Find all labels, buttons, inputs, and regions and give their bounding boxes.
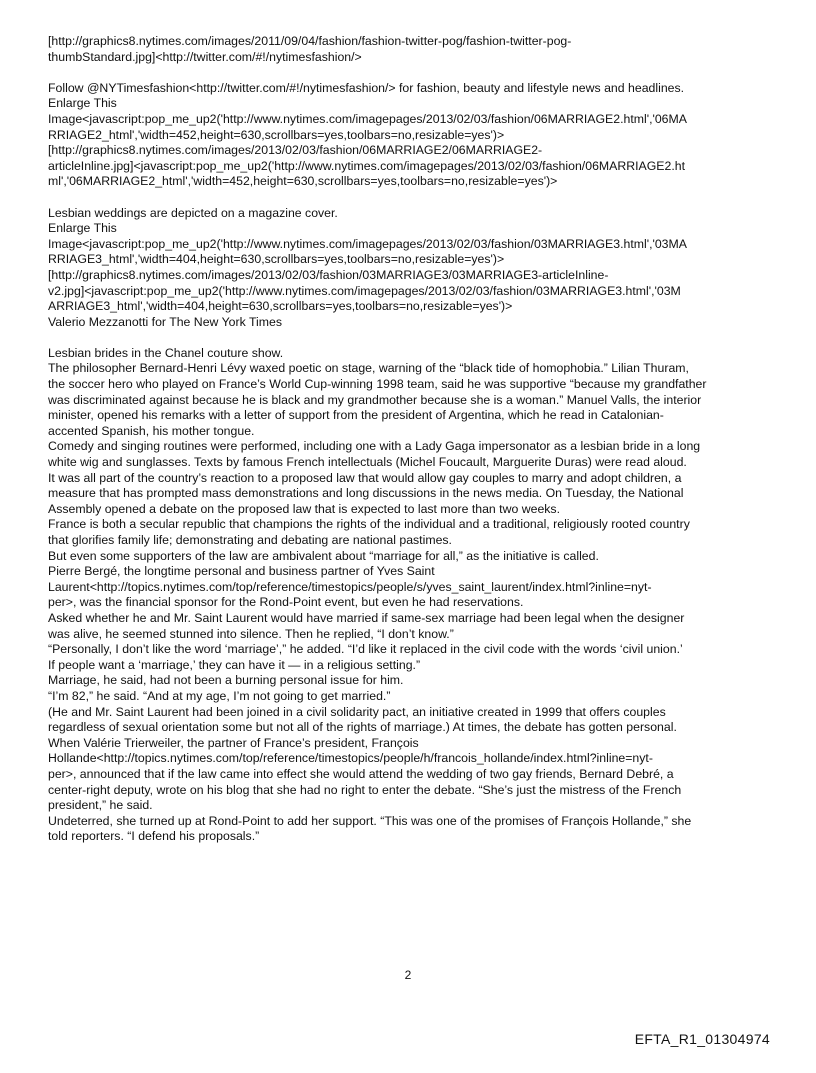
paragraph-twitter-image-link: [http://graphics8.nytimes.com/images/2011/09/04/fashion/fashion-twitter-pog/fashion-twitter-pog- thumbStandard.jpg]<http://twitter.com/#!/nytimesfashion/> bbox=[48, 34, 572, 64]
paragraph-gap bbox=[48, 190, 778, 206]
paragraph-article-body: Lesbian brides in the Chanel couture show. The philosopher Bernard-Henri Lévy waxed poetic on stage, warning of the “black tide of homophobia.” Lilian Thuram, the soccer hero who played on France’s World Cup-winning 1998 team, said he was supportive “because my grandfather was discriminated against because he is black and my grandmother because she is a woman.” Manuel Valls, the interior minister, opened his remarks with a letter of support from the president of Argentina, which he read in Catalonian- accented Spanish, his mother tongue. Comedy and singing routines were performed, including one with a Lady Gaga impersonator as a lesbian bride in a long white wig and sunglasses. Texts by famous French intellectuals (Michel Foucault, Marguerite Duras) were read aloud. It was all part of the country’s reaction to a proposed law that would allow gay couples to marry and adopt children, a measure that has prompted mass demonstrations and long discussions in the news media. On Tuesday, the National Assembly opened a debate on the proposed law that is expected to last more than two weeks. France is both a secular republic that champions the rights of the individual and a traditional, religiously rooted country that glorifies family life; demonstrating and debating are national pastimes. But even some supporters of the law are ambivalent about “marriage for all,” as the initiative is called. Pierre Bergé, the longtime personal and business partner of Yves Saint Laurent<http://topics.nytimes.com/top/reference/timestopics/people/s/yves_saint_laurent/index.html?inline=nyt- per>, was the financial sponsor for the Rond-Point event, but even he had reservations. Asked whether he and Mr. Saint Laurent would have married if same-sex marriage had been legal when the designer was alive, he seemed stunned into silence. Then he replied, “I don’t know.” “Personally, I don’t like the word ‘marriage’,” he added. “I’d like it replaced in the civil code with the words ‘civil union.’ If people want a ‘marriage,’ they can have it — in a religious setting.” Marriage, he said, had not been a burning personal issue for him. “I’m 82,” he said. “And at my age, I’m not going to get married.” (He and Mr. Saint Laurent had been joined in a civil solidarity pact, an initiative created in 1999 that offers couples regardless of sexual orientation some but not all of the rights of marriage.) At times, the debate has gotten personal. When Valérie Trierweiler, the partner of France’s president, François Hollande<http://topics.nytimes.com/top/reference/timestopics/people/h/francois_hollande/index.html?inline=nyt- per>, announced that if the law came into effect she would attend the wedding of two gay friends, Bernard Debré, a center-right deputy, wrote on his blog that she had no right to enter the debate. “She’s just the mistress of the French president,” he said. Undeterred, she turned up at Rond-Point to add her support. “This was one of the promises of François Hollande,” she told reporters. “I defend his proposals.” bbox=[48, 345, 707, 844]
document-body bbox=[48, 34, 778, 845]
page-number: 2 bbox=[404, 968, 412, 982]
paragraph-caption-and-image-3: Lesbian weddings are depicted on a magazine cover. Enlarge This Image<javascript:pop_me_up2('http://www.nytimes.com/imagepages/2013/02/03/fashion/03MARRIAGE3.html','03MA RRIAGE3_html','width=404,height=630,scrollbars=yes,toolbars=no,resizable=yes')> [http://graphics8.nytimes.com/images/2013/02/03/fashion/03MARRIAGE3/03MARRIAGE3-articleInline- v2.jpg]<javascript:pop_me_up2('http://www.nytimes.com/imagepages/2013/02/03/fashion/03MARRIAGE3.html','03M ARRIAGE3_html','width=404,height=630,scrollbars=yes,toolbars=no,resizable=yes')> Valerio Mezzanotti for The New York Times bbox=[48, 205, 687, 329]
bates-stamp: EFTA_R1_01304974 bbox=[634, 1031, 770, 1047]
paragraph-follow-and-image-2: Follow @NYTimesfashion<http://twitter.com/#!/nytimesfashion/> for fashion, beauty and lifestyle news and headlines. Enlarge This Image<javascript:pop_me_up2('http://www.nytimes.com/imagepages/2013/02/03/fashion/06MARRIAGE2.html','06MA RRIAGE2_html','width=452,height=630,scrollbars=yes,toolbars=no,resizable=yes')> [http://graphics8.nytimes.com/images/2013/02/03/fashion/06MARRIAGE2/06MARRIAGE2- articleInline.jpg]<javascript:pop_me_up2('http://www.nytimes.com/imagepages/2013/02/03/fashion/06MARRIAGE2.ht ml','06MARRIAGE2_html','width=452,height=630,scrollbars=yes,toolbars=no,resizable=yes')> bbox=[48, 80, 687, 189]
paragraph-gap bbox=[48, 65, 778, 81]
paragraph-gap bbox=[48, 330, 778, 346]
